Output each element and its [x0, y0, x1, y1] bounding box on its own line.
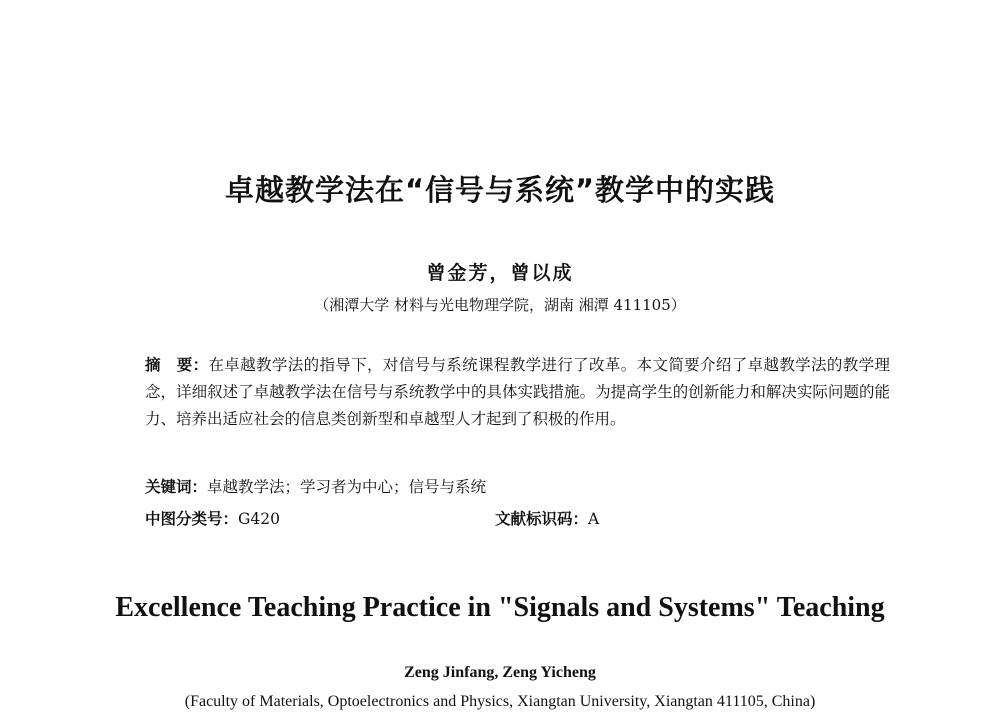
chinese-keywords: [145, 476, 890, 498]
document-code-label: 文献标识码：: [495, 510, 589, 528]
classification-label: 中图分类号：: [145, 510, 239, 528]
classification-value: G420: [238, 510, 280, 528]
abstract-text: 在卓越教学法的指导下，对信号与系统课程教学进行了改革。本文简要介绍了卓越教学法的教学理念，详细叙述了卓越教学法在信号与系统教学中的具体实践措施。为提高学生的创新能力和解决实际问题的能力、培养出适应社会的信息类创新型和卓越型人才起到了积极的作用。: [145, 356, 890, 428]
english-authors: Zeng Jinfang, Zeng Yicheng: [404, 664, 596, 681]
chinese-abstract: [145, 352, 890, 433]
chinese-authors: 曾金芳，曾以成: [426, 262, 574, 284]
document-code-value: A: [588, 510, 600, 528]
english-title: Excellence Teaching Practice in "Signals and Systems" Teaching: [115, 592, 885, 623]
english-affiliation: (Faculty of Materials, Optoelectronics and Physics, Xiangtan University, Xiangtan 411105, China): [184, 693, 816, 710]
classification-row: [145, 508, 890, 530]
classification-number: [145, 508, 280, 530]
chinese-title: 卓越教学法在“信号与系统”教学中的实践: [224, 173, 776, 207]
chinese-affiliation: （湘潭大学 材料与光电物理学院，湖南 湘潭 411105）: [314, 296, 686, 314]
keywords-label: 关键词：: [145, 478, 208, 496]
document-code: [495, 508, 599, 530]
keywords-text: 卓越教学法；学习者为中心；信号与系统: [207, 478, 487, 496]
abstract-label: 摘 要：: [145, 356, 209, 374]
